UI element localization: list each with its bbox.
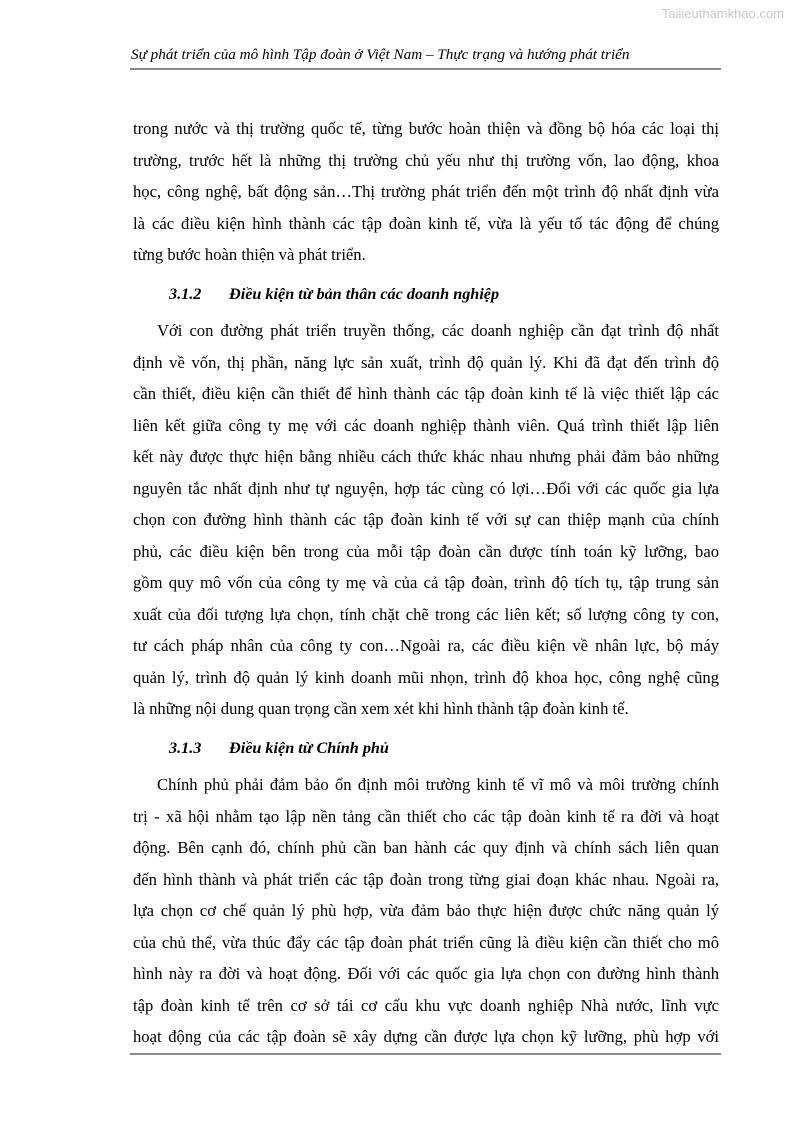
text-line: Chính phủ phải đảm bảo ổn định môi trường kinh tế vĩ mô và môi trường chính <box>157 775 719 794</box>
text-line: chọn con đường hình thành các tập đoàn kinh tế với sự can thiệp mạnh của chính <box>133 510 719 529</box>
text-line: hình này ra đời và hoạt động. Đối với các quốc gia lựa chọn con đường hình thành <box>133 964 719 983</box>
section-3-1-2-paragraph <box>133 315 719 725</box>
page-body <box>133 113 719 1053</box>
intro-paragraph <box>133 113 719 271</box>
text-line: hoạt động của các tập đoàn sẽ xây dựng cần được lựa chọn kỹ lưỡng, phù hợp với <box>133 1027 719 1046</box>
header-divider <box>130 68 721 70</box>
text-line: trong nước và thị trường quốc tế, từng bước hoàn thiện và đồng bộ hóa các loại thị <box>133 119 719 138</box>
text-line: trường, trước hết là những thị trường chủ yếu như thị trường vốn, lao động, khoa <box>133 150 719 170</box>
text-line: Với con đường phát triển truyền thống, các doanh nghiệp cần đạt trình độ nhất <box>157 321 719 340</box>
footer-divider <box>130 1053 721 1055</box>
watermark: Tailieuthamkhao.com <box>661 6 784 21</box>
section-heading-3-1-2 <box>133 279 719 311</box>
text-line: phủ, các điều kiện bên trong của mỗi tập đoàn cần được tính toán kỹ lưỡng, bao <box>133 541 719 561</box>
section-3-1-3-paragraph <box>133 769 719 1053</box>
text-line: gồm quy mô vốn của công ty mẹ và của cả tập đoàn, trình độ tích tụ, tập trung sản <box>133 573 719 592</box>
section-title: Điều kiện từ Chính phủ <box>229 738 389 757</box>
text-line: là các điều kiện hình thành các tập đoàn kinh tế, vừa là yếu tố tác động để chúng <box>133 213 719 233</box>
text-line: định về vốn, thị phần, năng lực sản xuất, trình độ quản lý. Khi đã đạt đến trình độ <box>133 352 719 372</box>
section-heading-3-1-3 <box>133 733 719 765</box>
text-line: lựa chọn cơ chế quản lý phù hợp, vừa đảm bảo thực hiện được chức năng quản lý <box>133 901 719 920</box>
text-line: đến hình thành và phát triển các tập đoàn trong từng giai đoạn khác nhau. Ngoài ra, <box>133 869 719 889</box>
text-line: tập đoàn kinh tế trên cơ sở tái cơ cấu khu vực doanh nghiệp Nhà nước, lĩnh vực <box>133 995 719 1015</box>
text-line: nguyên tắc nhất định như tự nguyện, hợp tác cùng có lợi…Đối với các quốc gia lựa <box>133 478 719 498</box>
text-line: cần thiết, điều kiện cần thiết để hình thành các tập đoàn kinh tế là việc thiết lập các <box>133 384 719 403</box>
text-line: liên kết giữa công ty mẹ với các doanh nghiệp thành viên. Quá trình thiết lập liên <box>133 415 719 435</box>
text-line: tư cách pháp nhân của công ty con…Ngoài ra, các điều kiện về nhân lực, bộ máy <box>133 636 719 655</box>
section-title: Điều kiện từ bản thân các doanh nghiệp <box>229 284 500 303</box>
text-line: quản lý, trình độ quản lý kinh doanh mũi nhọn, trình độ khoa học, công nghệ cũng <box>133 667 719 687</box>
text-line: kết này được thực hiện bằng nhiều cách thức khác nhau nhưng phải đảm bảo những <box>133 447 719 466</box>
text-line: từng bước hoàn thiện và phát triển. <box>133 245 366 264</box>
text-line: là những nội dung quan trọng cần xem xét khi hình thành tập đoàn kinh tế. <box>133 699 629 718</box>
text-line: động. Bên cạnh đó, chính phủ cần ban hành các quy định và chính sách liên quan <box>133 838 719 857</box>
running-header: Sự phát triển của mô hình Tập đoàn ở Việt Nam – Thực trạng và hướng phát triển <box>131 46 630 63</box>
section-number: 3.1.3 <box>169 738 202 757</box>
text-line: xuất của đối tượng lựa chọn, tính chặt chẽ trong các liên kết; số lượng công ty con, <box>133 604 719 624</box>
section-number: 3.1.2 <box>169 284 202 303</box>
text-line: của chủ thể, vừa thúc đẩy các tập đoàn phát triển cũng là điều kiện cần thiết cho mô <box>133 932 719 952</box>
text-line: trị - xã hội nhằm tạo lập nền tảng cần thiết cho các tập đoàn kinh tế ra đời và hoạt <box>133 806 719 826</box>
text-line: học, công nghệ, bất động sản…Thị trường phát triển đến một trình độ nhất định vừa <box>133 182 719 201</box>
